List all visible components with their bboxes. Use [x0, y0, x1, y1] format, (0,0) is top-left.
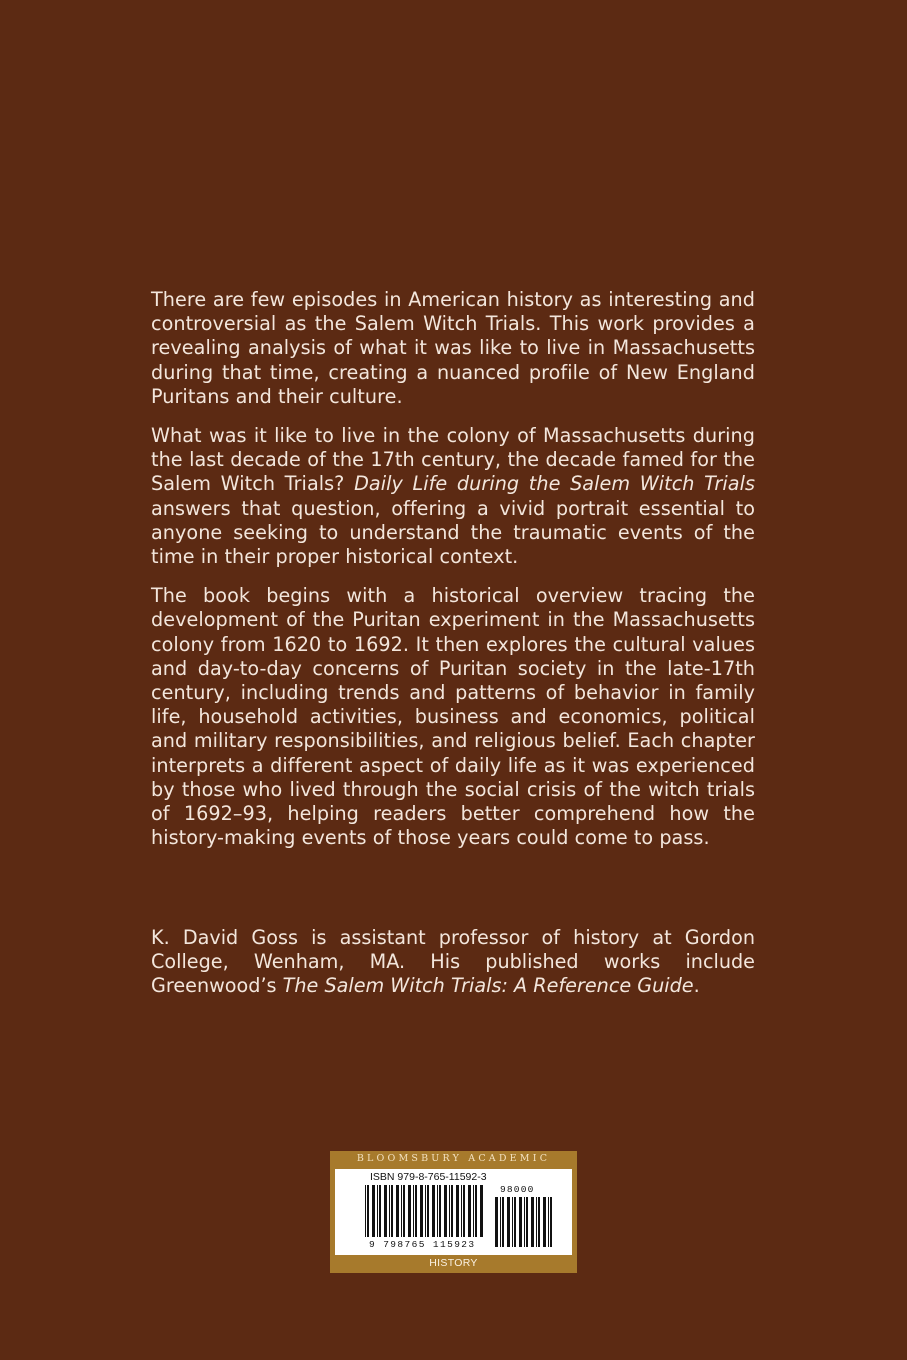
barcode-bar: [425, 1185, 426, 1237]
barcode-bar: [396, 1185, 399, 1237]
barcode-digits: 9 798765 115923: [369, 1239, 476, 1250]
barcode-bar: [437, 1185, 438, 1237]
barcode-bar: [519, 1197, 522, 1247]
barcode-bar: [415, 1185, 417, 1237]
barcode-bar: [408, 1185, 411, 1237]
barcode-addon-digits: 98000: [500, 1184, 535, 1195]
barcode-bar: [526, 1197, 528, 1247]
barcode-bar: [413, 1185, 414, 1237]
barcode-bar: [367, 1185, 369, 1237]
barcode-bar: [536, 1197, 537, 1247]
barcode-bar: [379, 1185, 381, 1237]
barcode-bar: [439, 1185, 441, 1237]
barcode-bar: [401, 1185, 402, 1237]
barcode-bar: [524, 1197, 525, 1247]
author-bio-text: K. David Goss is assistant professor of history at Gordon College, Wenham, MA. His published works include Greenwood’s: [151, 926, 755, 998]
book-description: [151, 288, 755, 865]
barcode-bar: [531, 1197, 534, 1247]
description-paragraph-2: [151, 424, 755, 569]
barcode-bar: [456, 1185, 459, 1237]
barcode-bar: [495, 1197, 498, 1247]
barcode-bar: [461, 1185, 462, 1237]
book-title-italic: Daily Life during the Salem Witch Trials: [354, 472, 755, 496]
barcode-bar: [451, 1185, 453, 1237]
barcode-bar: [468, 1185, 471, 1237]
description-paragraph-2-text-end: answers that question, offering a vivid portrait essential to anyone seeking to understand the traumatic events of the time in their proper historical context.: [151, 496, 755, 569]
barcode-bar: [384, 1185, 387, 1237]
barcode-bar: [427, 1185, 429, 1237]
barcode-bar: [512, 1197, 513, 1247]
isbn-label: ISBN 979-8-765-11592-3: [370, 1171, 487, 1183]
barcode-bar: [391, 1185, 393, 1237]
barcode-bar: [377, 1185, 378, 1237]
barcode-label: [335, 1169, 572, 1255]
barcode-bar: [473, 1185, 474, 1237]
barcode-panel: [330, 1151, 577, 1273]
barcode-bar: [514, 1197, 516, 1247]
barcode-bar: [372, 1185, 375, 1237]
barcode-bar: [475, 1185, 477, 1237]
barcode-bar: [389, 1185, 390, 1237]
barcode-bar: [548, 1197, 549, 1247]
description-paragraph-1: There are few episodes in American history as interesting and controversial as the Salem Witch Trials. This work provides a revealing analysis of what it was like to live in Massachusetts during that time, creating a nuanced profile of New England Puritans and their culture.: [151, 288, 755, 408]
reference-guide-title: The Salem Witch Trials: A Reference Guide: [282, 974, 694, 998]
barcode-bar: [420, 1185, 423, 1237]
barcode-bar: [500, 1197, 501, 1247]
barcode-bar: [480, 1185, 483, 1237]
barcode-bar: [449, 1185, 450, 1237]
barcode-bar: [403, 1185, 405, 1237]
author-bio: [151, 926, 755, 999]
barcode-bar: [502, 1197, 504, 1247]
barcode-bar: [538, 1197, 540, 1247]
description-paragraph-2-text-start: What was it like to live in the colony of Massachusetts during the last decade of the 17th century, the decade famed for the Salem Witch Trials?: [151, 424, 755, 496]
category-label: HISTORY: [429, 1257, 478, 1269]
author-bio-end: .: [693, 974, 700, 998]
description-paragraph-3: The book begins with a historical overview tracing the development of the Puritan experiment in the Massachusetts colony from 1620 to 1692. It then explores the cultural values and day-to-day concerns of Puritan society in the late-17th century, including trends and patterns of behavior in family life, household activities, business and economics, political and military responsibilities, and religious belief. Each chapter interprets a different aspect of daily life as it was experienced by those who lived through the social crisis of the witch trials of 1692–93, helping readers better comprehend how the history-making events of those years could come to pass.: [151, 584, 755, 850]
publisher-name: BLOOMSBURY ACADEMIC: [356, 1153, 551, 1164]
barcode-bar: [463, 1185, 465, 1237]
barcode-bar: [550, 1197, 552, 1247]
barcode-bar: [444, 1185, 447, 1237]
barcode-bar: [432, 1185, 435, 1237]
barcode-bar: [543, 1197, 546, 1247]
barcode-bar: [507, 1197, 510, 1247]
barcode-bar: [365, 1185, 366, 1237]
